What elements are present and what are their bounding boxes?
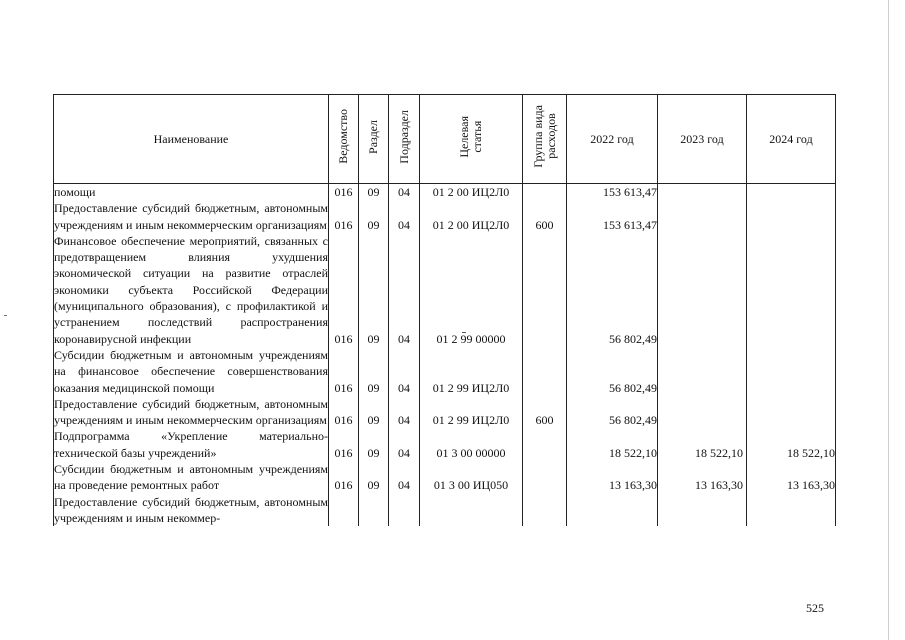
col-header-name: Наименование — [54, 95, 329, 184]
margin-tick — [4, 315, 7, 316]
table-row — [54, 347, 836, 396]
row-2023 — [658, 494, 747, 527]
row-name: Финансовое обеспечение мероприятий, связанных с предотвращением влияния ухудшения экономической ситуации на развитие отраслей экономики субъекта Российской Федерации (муниципального образования), с профилактикой и устранением последствий распространения коронавирусной инфекции — [54, 233, 328, 346]
row-target: 01 2 99 00000 — [420, 233, 523, 347]
row-2022: 56 802,49 — [567, 396, 658, 429]
row-subsection: 04 — [389, 461, 420, 494]
row-2024: 18 522,10 — [747, 428, 836, 461]
table-row — [54, 461, 836, 494]
row-2023: 18 522,10 — [658, 428, 747, 461]
row-target: 01 2 00 ИЦ2Л0 — [420, 200, 523, 233]
row-section: 09 — [359, 461, 389, 494]
row-2023 — [658, 347, 747, 396]
row-target: 01 2 99 ИЦ2Л0 — [420, 396, 523, 429]
table-header-row — [54, 95, 836, 184]
table-row — [54, 184, 836, 201]
row-dept: 016 — [329, 184, 359, 201]
row-2023: 13 163,30 — [658, 461, 747, 494]
row-2024 — [747, 347, 836, 396]
row-target — [420, 494, 523, 527]
row-group: 600 — [523, 396, 567, 429]
row-section: 09 — [359, 396, 389, 429]
row-2023 — [658, 200, 747, 233]
row-dept: 016 — [329, 233, 359, 347]
row-group — [523, 233, 567, 347]
col-header-section: Раздел — [359, 95, 389, 184]
row-subsection: 04 — [389, 233, 420, 347]
row-section: 09 — [359, 200, 389, 233]
table-row — [54, 396, 836, 429]
table-row — [54, 233, 836, 347]
row-name: Предоставление субсидий бюджетным, автономным учреждениям и иным некоммерческим организациям — [54, 396, 328, 428]
row-group: 600 — [523, 200, 567, 233]
row-2022: 13 163,30 — [567, 461, 658, 494]
row-2024 — [747, 396, 836, 429]
row-group — [523, 184, 567, 201]
row-2024: 13 163,30 — [747, 461, 836, 494]
row-name: Субсидии бюджетным и автономным учреждениям на финансовое обеспечение совершенствования оказания медицинской помощи — [54, 347, 328, 395]
row-name: Предоставление субсидий бюджетным, автономным учреждениям и иным некоммер- — [54, 494, 328, 525]
col-header-2023: 2023 год — [658, 95, 747, 184]
page-edge-line — [888, 0, 889, 640]
table-row — [54, 200, 836, 233]
row-2022 — [567, 494, 658, 527]
col-header-subsection: Подраздел — [389, 95, 420, 184]
row-section: 09 — [359, 428, 389, 461]
row-dept: 016 — [329, 200, 359, 233]
page-number: 525 — [806, 601, 824, 615]
row-2022: 18 522,10 — [567, 428, 658, 461]
row-subsection: 04 — [389, 200, 420, 233]
row-section: 09 — [359, 233, 389, 347]
row-section — [359, 494, 389, 527]
row-2024 — [747, 184, 836, 201]
row-group — [523, 494, 567, 527]
row-section: 09 — [359, 184, 389, 201]
row-subsection: 04 — [389, 428, 420, 461]
row-target: 01 3 00 ИЦ050 — [420, 461, 523, 494]
row-dept — [329, 494, 359, 527]
row-2023 — [658, 233, 747, 347]
row-2022: 56 802,49 — [567, 233, 658, 347]
row-name: Предоставление субсидий бюджетным, автономным учреждениям и иным некоммерческим организациям — [54, 201, 328, 232]
col-header-dept: Ведомство — [329, 95, 359, 184]
row-group — [523, 347, 567, 396]
row-subsection — [389, 494, 420, 527]
col-header-2022: 2022 год — [567, 95, 658, 184]
row-name: помощи — [54, 184, 329, 201]
row-subsection: 04 — [389, 347, 420, 396]
row-2023 — [658, 184, 747, 201]
row-target: 01 3 00 00000 — [420, 428, 523, 461]
row-name: Субсидии бюджетным и автономным учреждениям на проведение ремонтных работ — [54, 462, 328, 493]
row-2024 — [747, 233, 836, 347]
row-target: 01 2 99 ИЦ2Л0 — [420, 347, 523, 396]
row-2024 — [747, 494, 836, 527]
row-name: Подпрограмма «Укрепление материально-технической базы учреждений» — [54, 429, 328, 460]
budget-table — [53, 94, 836, 526]
col-header-group: Группа вида расходов — [523, 95, 567, 184]
row-2024 — [747, 200, 836, 233]
table-row — [54, 428, 836, 461]
row-dept: 016 — [329, 428, 359, 461]
row-2022: 153 613,47 — [567, 200, 658, 233]
table-row — [54, 494, 836, 527]
row-dept: 016 — [329, 396, 359, 429]
row-dept: 016 — [329, 347, 359, 396]
col-header-2024: 2024 год — [747, 95, 836, 184]
row-dept: 016 — [329, 461, 359, 494]
row-section: 09 — [359, 347, 389, 396]
row-subsection: 04 — [389, 184, 420, 201]
row-2023 — [658, 396, 747, 429]
row-target: 01 2 00 ИЦ2Л0 — [420, 184, 523, 201]
row-group — [523, 461, 567, 494]
col-header-target: Целевая статья — [420, 95, 523, 184]
row-subsection: 04 — [389, 396, 420, 429]
row-2022: 153 613,47 — [567, 184, 658, 201]
row-group — [523, 428, 567, 461]
row-2022: 56 802,49 — [567, 347, 658, 396]
